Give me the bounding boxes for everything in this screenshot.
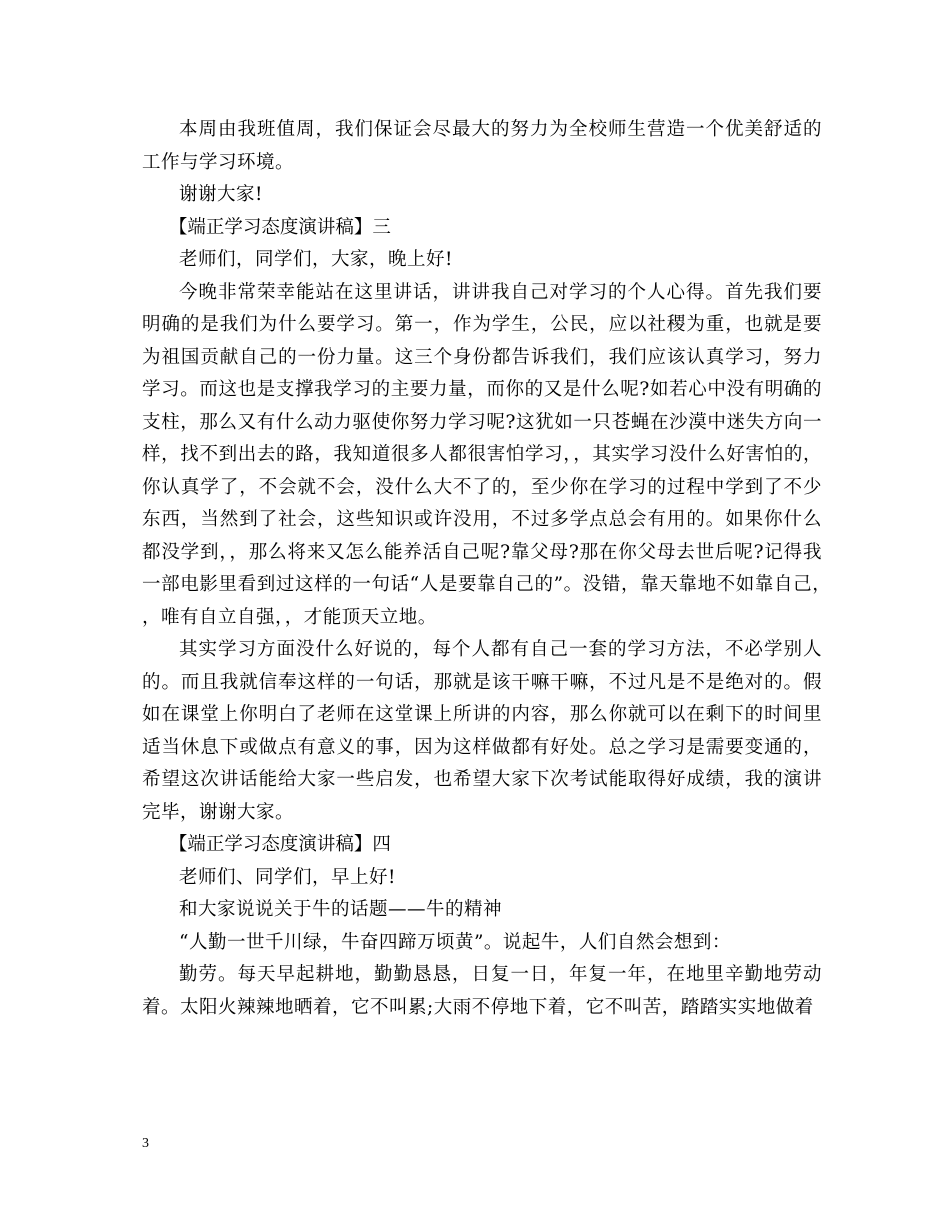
paragraph: 本周由我班值周，我们保证会尽最大的努力为全校师生营造一个优美舒适的工作与学习环境。 [142,119,822,173]
paragraph: 老师们、同学们，早上好! [179,866,396,888]
paragraph: 老师们，同学们，大家，晚上好! [179,249,453,270]
paragraph: “人勤一世千川绿，牛奋四蹄万顷黄”。说起牛，人们自然会想到： [179,931,731,953]
paragraph: 和大家说说关于牛的话题——牛的精神 [179,899,503,920]
paragraph: 今晚非常荣幸能站在这里讲话，讲讲我自己对学习的个人心得。首先我们要明确的是我们为什么要学习。第一，作为学生，公民，应以社稷为重，也就是要为祖国贡献自己的一份力量。这三个身份都告诉我们，我们应该认真学习，努力学习。而这也是支撑我学习的主要力量，而你的又是什么呢?如若心中没有明确的支柱，那么又有什么动力驱使你努力学习呢?这犹如一只苍蝇在沙漠中迷失方向一样，找不到出去的路，我知道很多人都很害怕学习，，其实学习没什么好害怕的，你认真学了，不会就不会，没什么大不了的，至少你在学习的过程中学到了不少东西，当然到了社会，这些知识或许没用，不过多学点总会有用的。如果你什么都没学到，，那么将来又怎么能养活自己呢?靠父母?那在你父母去世后呢?记得我一部电影里看到过这样的一句话“人是要靠自己的”。没错，靠天靠地不如靠自己，，唯有自立自强，，才能顶天立地。 [142,281,822,628]
paragraph: 其实学习方面没什么好说的，每个人都有自己一套的学习方法，不必学别人的。而且我就信奉这样的一句话，那就是该干嘛干嘛，不过凡是不是绝对的。假如在课堂上你明白了老师在这堂课上所讲的内容，那么你就可以在剩下的时间里适当休息下或做点有意义的事，因为这样做都有好处。总之学习是需要变通的，希望这次讲话能给大家一些启发，也希望大家下次考试能取得好成绩，我的演讲完毕，谢谢大家。 [142,639,822,823]
section-heading: 【端正学习态度演讲稿】三 [168,216,391,238]
paragraph: 谢谢大家! [179,184,263,205]
page-number: 3 [142,1136,149,1151]
paragraph: 勤劳。每天早起耕地，勤勤恳恳，日复一日，年复一年，在地里辛勤地劳动着。太阳火辣辣地晒着，它不叫累;大雨不停地下着，它不叫苦，踏踏实实地做着 [142,964,822,1018]
page-body [142,114,822,1024]
section-heading: 【端正学习态度演讲稿】四 [168,834,391,855]
